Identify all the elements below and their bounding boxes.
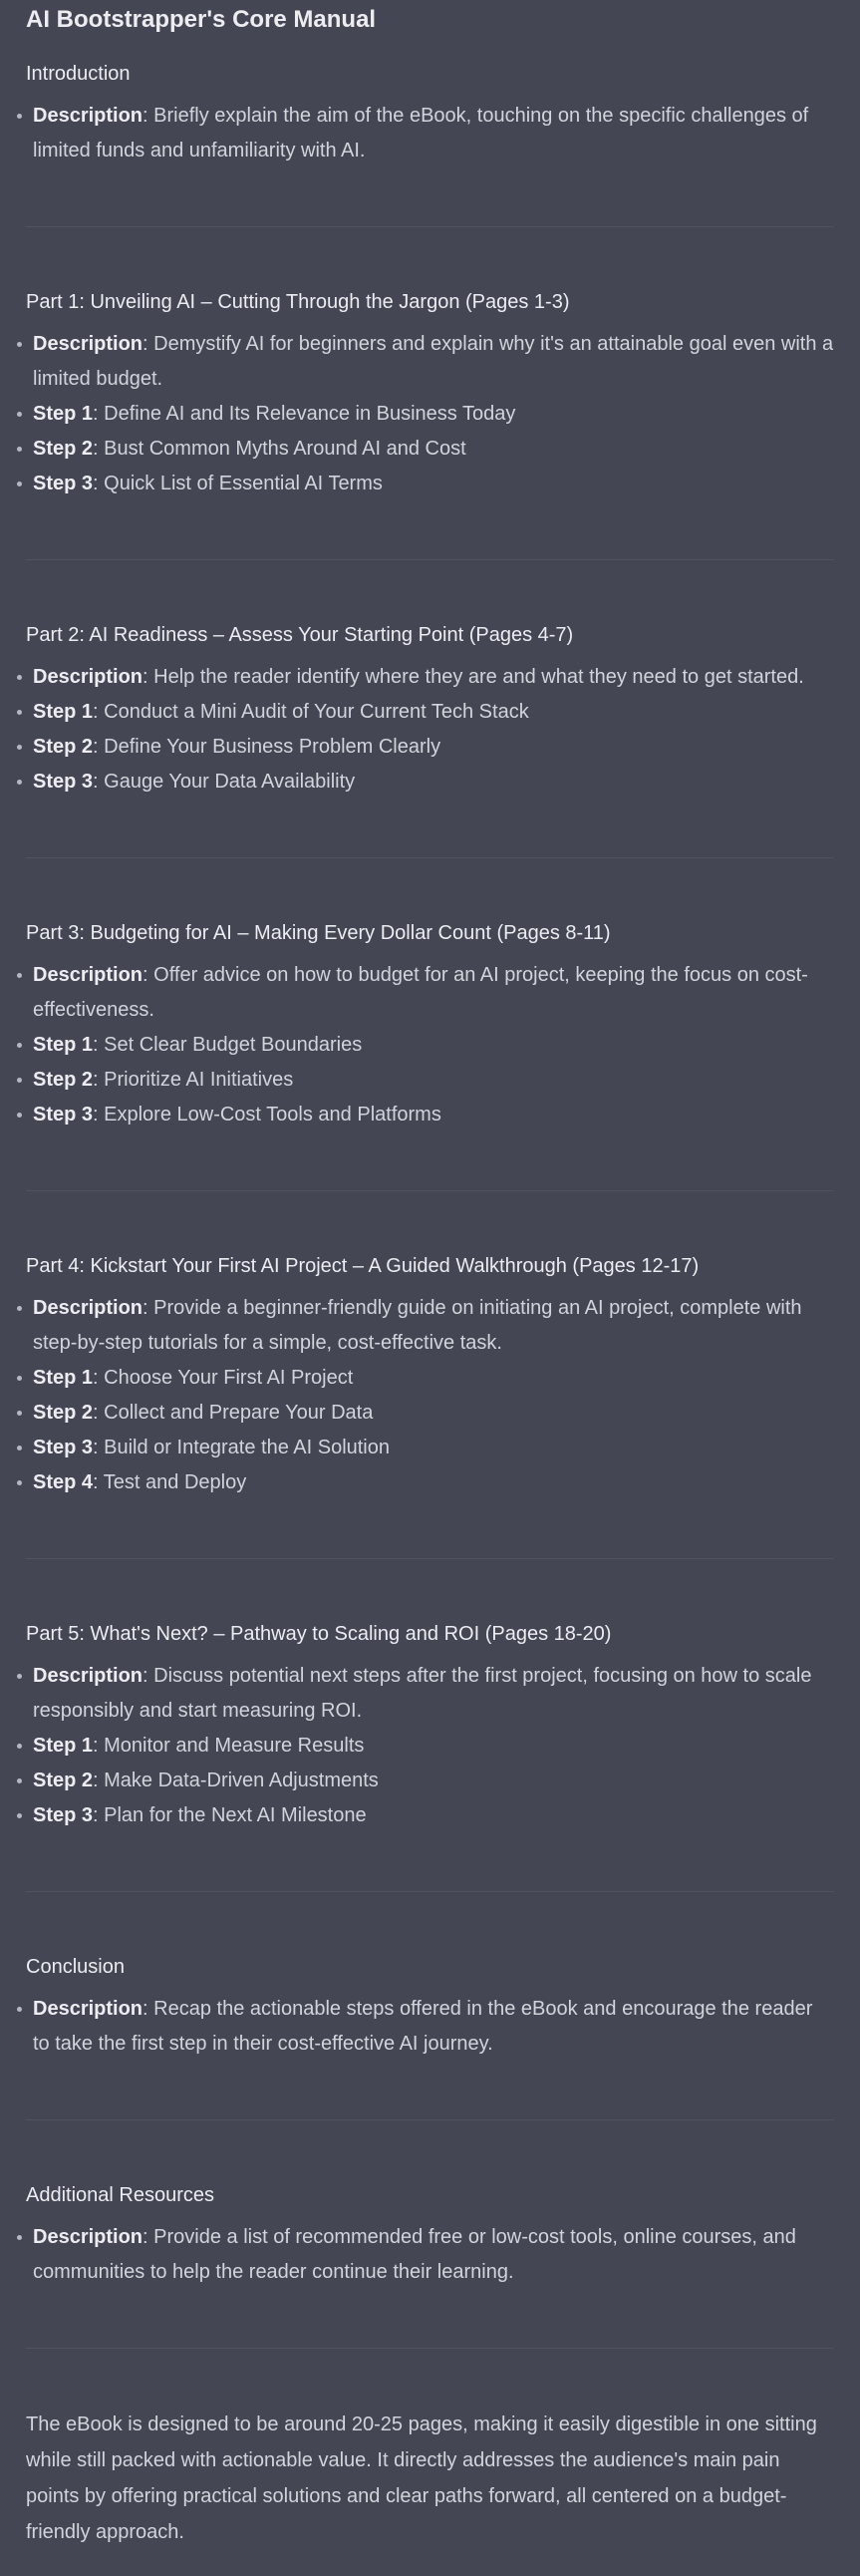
item-label: Description (33, 964, 143, 986)
section-heading: Part 4: Kickstart Your First AI Project – A Guided Walkthrough (Pages 12-17) (26, 1255, 700, 1277)
list-item (26, 1764, 834, 1798)
item-text: : Define Your Business Problem Clearly (93, 736, 441, 758)
section-heading: Introduction (26, 63, 131, 85)
section-heading: Part 1: Unveiling AI – Cutting Through the Jargon (Pages 1-3) (26, 291, 570, 313)
divider (26, 2119, 834, 2120)
section-part-4 (26, 1251, 834, 1500)
item-text: : Prioritize AI Initiatives (93, 1069, 294, 1091)
divider (26, 1190, 834, 1191)
list-item (26, 1098, 834, 1132)
list-item (26, 1465, 834, 1500)
bullet-list (26, 99, 834, 168)
item-text: : Plan for the Next AI Milestone (93, 1804, 367, 1826)
list-item (26, 1291, 834, 1361)
list-item (26, 1729, 834, 1764)
list-item (26, 397, 834, 432)
item-label: Description (33, 1998, 143, 2020)
item-label: Step 2 (33, 1069, 94, 1091)
item-text: : Gauge Your Data Availability (93, 771, 356, 793)
item-label: Step 2 (33, 1402, 94, 1424)
list-item (26, 327, 834, 397)
item-label: Step 3 (33, 1104, 94, 1126)
divider (26, 857, 834, 858)
item-text: : Discuss potential next steps after the first project, focusing on how to scale responsibly and start measuring ROI. (33, 1665, 812, 1722)
bullet-list (26, 660, 834, 800)
item-text: : Choose Your First AI Project (93, 1367, 354, 1389)
list-item (26, 1659, 834, 1729)
item-text: : Demystify AI for beginners and explain why it's an attainable goal even with a limited budget. (33, 333, 834, 390)
bullet-list (26, 327, 834, 501)
section-heading: Part 2: AI Readiness – Assess Your Starting Point (Pages 4-7) (26, 624, 574, 646)
list-item (26, 1396, 834, 1431)
list-item (26, 467, 834, 501)
item-text: : Set Clear Budget Boundaries (93, 1034, 363, 1056)
bullet-list (26, 2220, 834, 2290)
item-text: : Test and Deploy (93, 1471, 247, 1493)
list-item (26, 730, 834, 765)
item-label: Description (33, 2226, 143, 2248)
item-text: : Monitor and Measure Results (93, 1735, 365, 1757)
section-additional-resources (26, 2180, 834, 2290)
list-item (26, 2220, 834, 2290)
item-label: Description (33, 105, 143, 127)
list-item (26, 695, 834, 730)
list-item (26, 1063, 834, 1098)
section-heading: Conclusion (26, 1956, 125, 1978)
item-label: Step 3 (33, 1437, 94, 1458)
item-text: : Help the reader identify where they are and what they need to get started. (143, 666, 804, 688)
item-text: : Build or Integrate the AI Solution (93, 1437, 390, 1458)
item-text: : Offer advice on how to budget for an AI project, keeping the focus on cost-effectiveness. (33, 964, 808, 1021)
bullet-list (26, 1992, 834, 2062)
item-label: Step 1 (33, 403, 94, 425)
list-item (26, 958, 834, 1028)
bullet-list (26, 958, 834, 1132)
item-label: Description (33, 666, 143, 688)
list-item (26, 432, 834, 467)
item-label: Step 2 (33, 1770, 94, 1791)
item-text: : Explore Low-Cost Tools and Platforms (93, 1104, 441, 1126)
section-introduction (26, 59, 834, 168)
item-text: : Provide a list of recommended free or low-cost tools, online courses, and communities to help the reader continue their learning. (33, 2226, 796, 2283)
list-item (26, 660, 834, 695)
item-text: : Make Data-Driven Adjustments (93, 1770, 379, 1791)
bullet-list (26, 1659, 834, 1833)
item-label: Description (33, 1297, 143, 1319)
item-label: Step 3 (33, 473, 94, 494)
item-label: Description (33, 1665, 143, 1687)
item-label: Step 1 (33, 1034, 94, 1056)
item-label: Step 2 (33, 736, 94, 758)
bullet-list (26, 1291, 834, 1500)
item-label: Step 2 (33, 438, 94, 460)
item-label: Step 3 (33, 1804, 94, 1826)
list-item (26, 765, 834, 800)
item-label: Step 1 (33, 701, 94, 723)
section-part-2 (26, 620, 834, 800)
item-label: Step 3 (33, 771, 94, 793)
item-text: : Briefly explain the aim of the eBook, touching on the specific challenges of limited funds and unfamiliarity with AI. (33, 105, 809, 161)
section-heading: Additional Resources (26, 2184, 214, 2206)
list-item (26, 1798, 834, 1833)
section-heading: Part 3: Budgeting for AI – Making Every Dollar Count (Pages 8-11) (26, 922, 611, 944)
divider (26, 2348, 834, 2349)
list-item (26, 1361, 834, 1396)
list-item (26, 1431, 834, 1465)
divider (26, 226, 834, 227)
item-label: Step 4 (33, 1471, 94, 1493)
item-text: : Recap the actionable steps offered in the eBook and encourage the reader to take the first step in their cost-effective AI journey. (33, 1998, 813, 2055)
document-title: AI Bootstrapper's Core Manual (26, 6, 377, 33)
item-text: : Collect and Prepare Your Data (93, 1402, 374, 1424)
divider (26, 559, 834, 560)
list-item (26, 1992, 834, 2062)
divider (26, 1891, 834, 1892)
item-label: Step 1 (33, 1735, 94, 1757)
list-item (26, 99, 834, 168)
item-text: : Bust Common Myths Around AI and Cost (93, 438, 466, 460)
section-part-1 (26, 287, 834, 501)
section-heading: Part 5: What's Next? – Pathway to Scaling and ROI (Pages 18-20) (26, 1623, 612, 1645)
section-part-3 (26, 918, 834, 1132)
divider (26, 1558, 834, 1559)
item-text: : Quick List of Essential AI Terms (93, 473, 383, 494)
item-label: Step 1 (33, 1367, 94, 1389)
section-conclusion (26, 1952, 834, 2062)
item-text: : Conduct a Mini Audit of Your Current Tech Stack (93, 701, 529, 723)
item-text: : Provide a beginner-friendly guide on initiating an AI project, complete with step-by-step tutorials for a simple, cost-effective task. (33, 1297, 802, 1354)
closing-paragraph: The eBook is designed to be around 20-25 pages, making it easily digestible in one sitting while still packed with actionable value. It directly addresses the audience's main pain points by offering practical solutions and clear paths forward, all centered on a budget-friendly approach. (26, 2414, 817, 2543)
section-part-5 (26, 1619, 834, 1833)
list-item (26, 1028, 834, 1063)
item-label: Description (33, 333, 143, 355)
item-text: : Define AI and Its Relevance in Business Today (93, 403, 516, 425)
